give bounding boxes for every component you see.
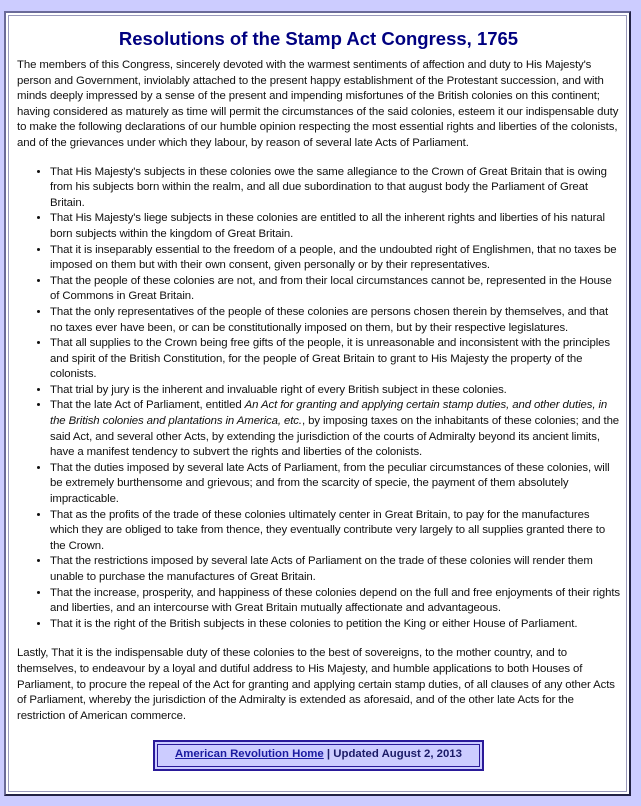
conclusion-paragraph: Lastly, That it is the indispensable duty of these colonies to the best of sovereigns, to the mother country, and to themselves, to endeavour by a loyal and dutiful address to His Majesty, and humble applications to both Houses of Parliament, to procure the repeal of the Act for granting and applying certain stamp duties, of all clauses of any other Acts of Parliament, whereby the jurisdiction of the Admiralty is extended as aforesaid, and of the other late Acts for the restriction of American commerce. [17,647,615,722]
document-body [17,58,620,724]
list-item: • That the people of these colonies are not, and from their local circumstances cannot be, represented in the House of Commons in Great Britain. [50,274,620,305]
act-title: An Act for granting and applying certain stamp duties, and other duties, in the British colonies and plantations in America, etc. [50,399,608,428]
list-item: • That the duties imposed by several late Acts of Parliament, from the peculiar circumstances of these colonies, will be extremely burthensome and grievous; and from the scarcity of specie, the payment of them absolutely impracticable. [50,461,620,508]
list-item: • That the restrictions imposed by several late Acts of Parliament on the trade of these colonies will render them unable to purchase the manufactures of Great Britain. [50,554,620,585]
list-item: • That His Majesty's subjects in these colonies owe the same allegiance to the Crown of Great Britain that is owing from his subjects born within the realm, and all due subordination to that august body the Parliament of Great Britain. [50,165,620,212]
footer-inner [157,744,480,767]
page-title: Resolutions of the Stamp Act Congress, 1765 [118,28,519,49]
intro-paragraph: The members of this Congress, sincerely devoted with the warmest sentiments of affection and duty to His Majesty's person and Government, inviolably attached to the present happy establishment of the Protestant succession, and with minds deeply impressed by a sense of the present and impending misfortunes of the British colonies on this continent; having considered as maturely as time will permit the circumstances of the said colonies, esteem it our indispensable duty to make the following declarations of our humble opinion respecting the most essential rights and liberties of the colonists, and of the grievances under which they labour, by reason of several late Acts of Parliament. [17,59,619,149]
list-item: • That His Majesty's liege subjects in these colonies are entitled to all the inherent rights and liberties of his natural born subjects within the kingdom of Great Britain. [50,211,620,242]
page-frame [4,11,631,796]
list-item [50,398,620,460]
list-item: • That all supplies to the Crown being free gifts of the people, it is unreasonable and inconsistent with the principles and spirit of the British Constitution, for the people of Great Britain to grant to His Majesty the property of the colonists. [50,336,620,383]
act-suffix: , by imposing taxes on the inhabitants of these colonies; and the said Act, and several other Acts, by extending the jurisdiction of the courts of Admiralty beyond its ancient limits, have a manifest tendency to subvert the rights and liberties of the colonists. [50,415,620,459]
list-item: • That the only representatives of the people of these colonies are persons chosen therein by themselves, and that no taxes ever have been, or can be constitutionally imposed on them, but by their respective legislatures. [50,305,620,336]
list-item: • That it is the right of the British subjects in these colonies to petition the King or either House of Parliament. [50,617,620,633]
list-item: • That as the profits of the trade of these colonies ultimately center in Great Britain, to pay for the manufactures which they are obliged to take from thence, they eventually contribute very largely to all supplies granted there to the Crown. [50,508,620,555]
footer-separator: | [323,748,334,761]
list-item: • That it is inseparably essential to the freedom of a people, and the undoubted right of Englishmen, that no taxes be imposed on them but with their own consent, given personally or by their representatives. [50,243,620,274]
list-item: • That trial by jury is the inherent and invaluable right of every British subject in these colonies. [50,383,620,399]
updated-date: Updated August 2, 2013 [333,748,462,761]
resolutions-list [17,165,620,633]
american-revolution-home-link[interactable]: American Revolution Home [175,748,324,761]
content-panel [8,15,627,792]
list-item: • That the increase, prosperity, and happiness of these colonies depend on the full and free enjoyments of their rights and liberties, and an intercourse with Great Britain mutually affectionate and advantageous. [50,586,620,617]
act-prefix: That the late Act of Parliament, entitled [50,399,245,412]
footer-box [153,740,484,771]
